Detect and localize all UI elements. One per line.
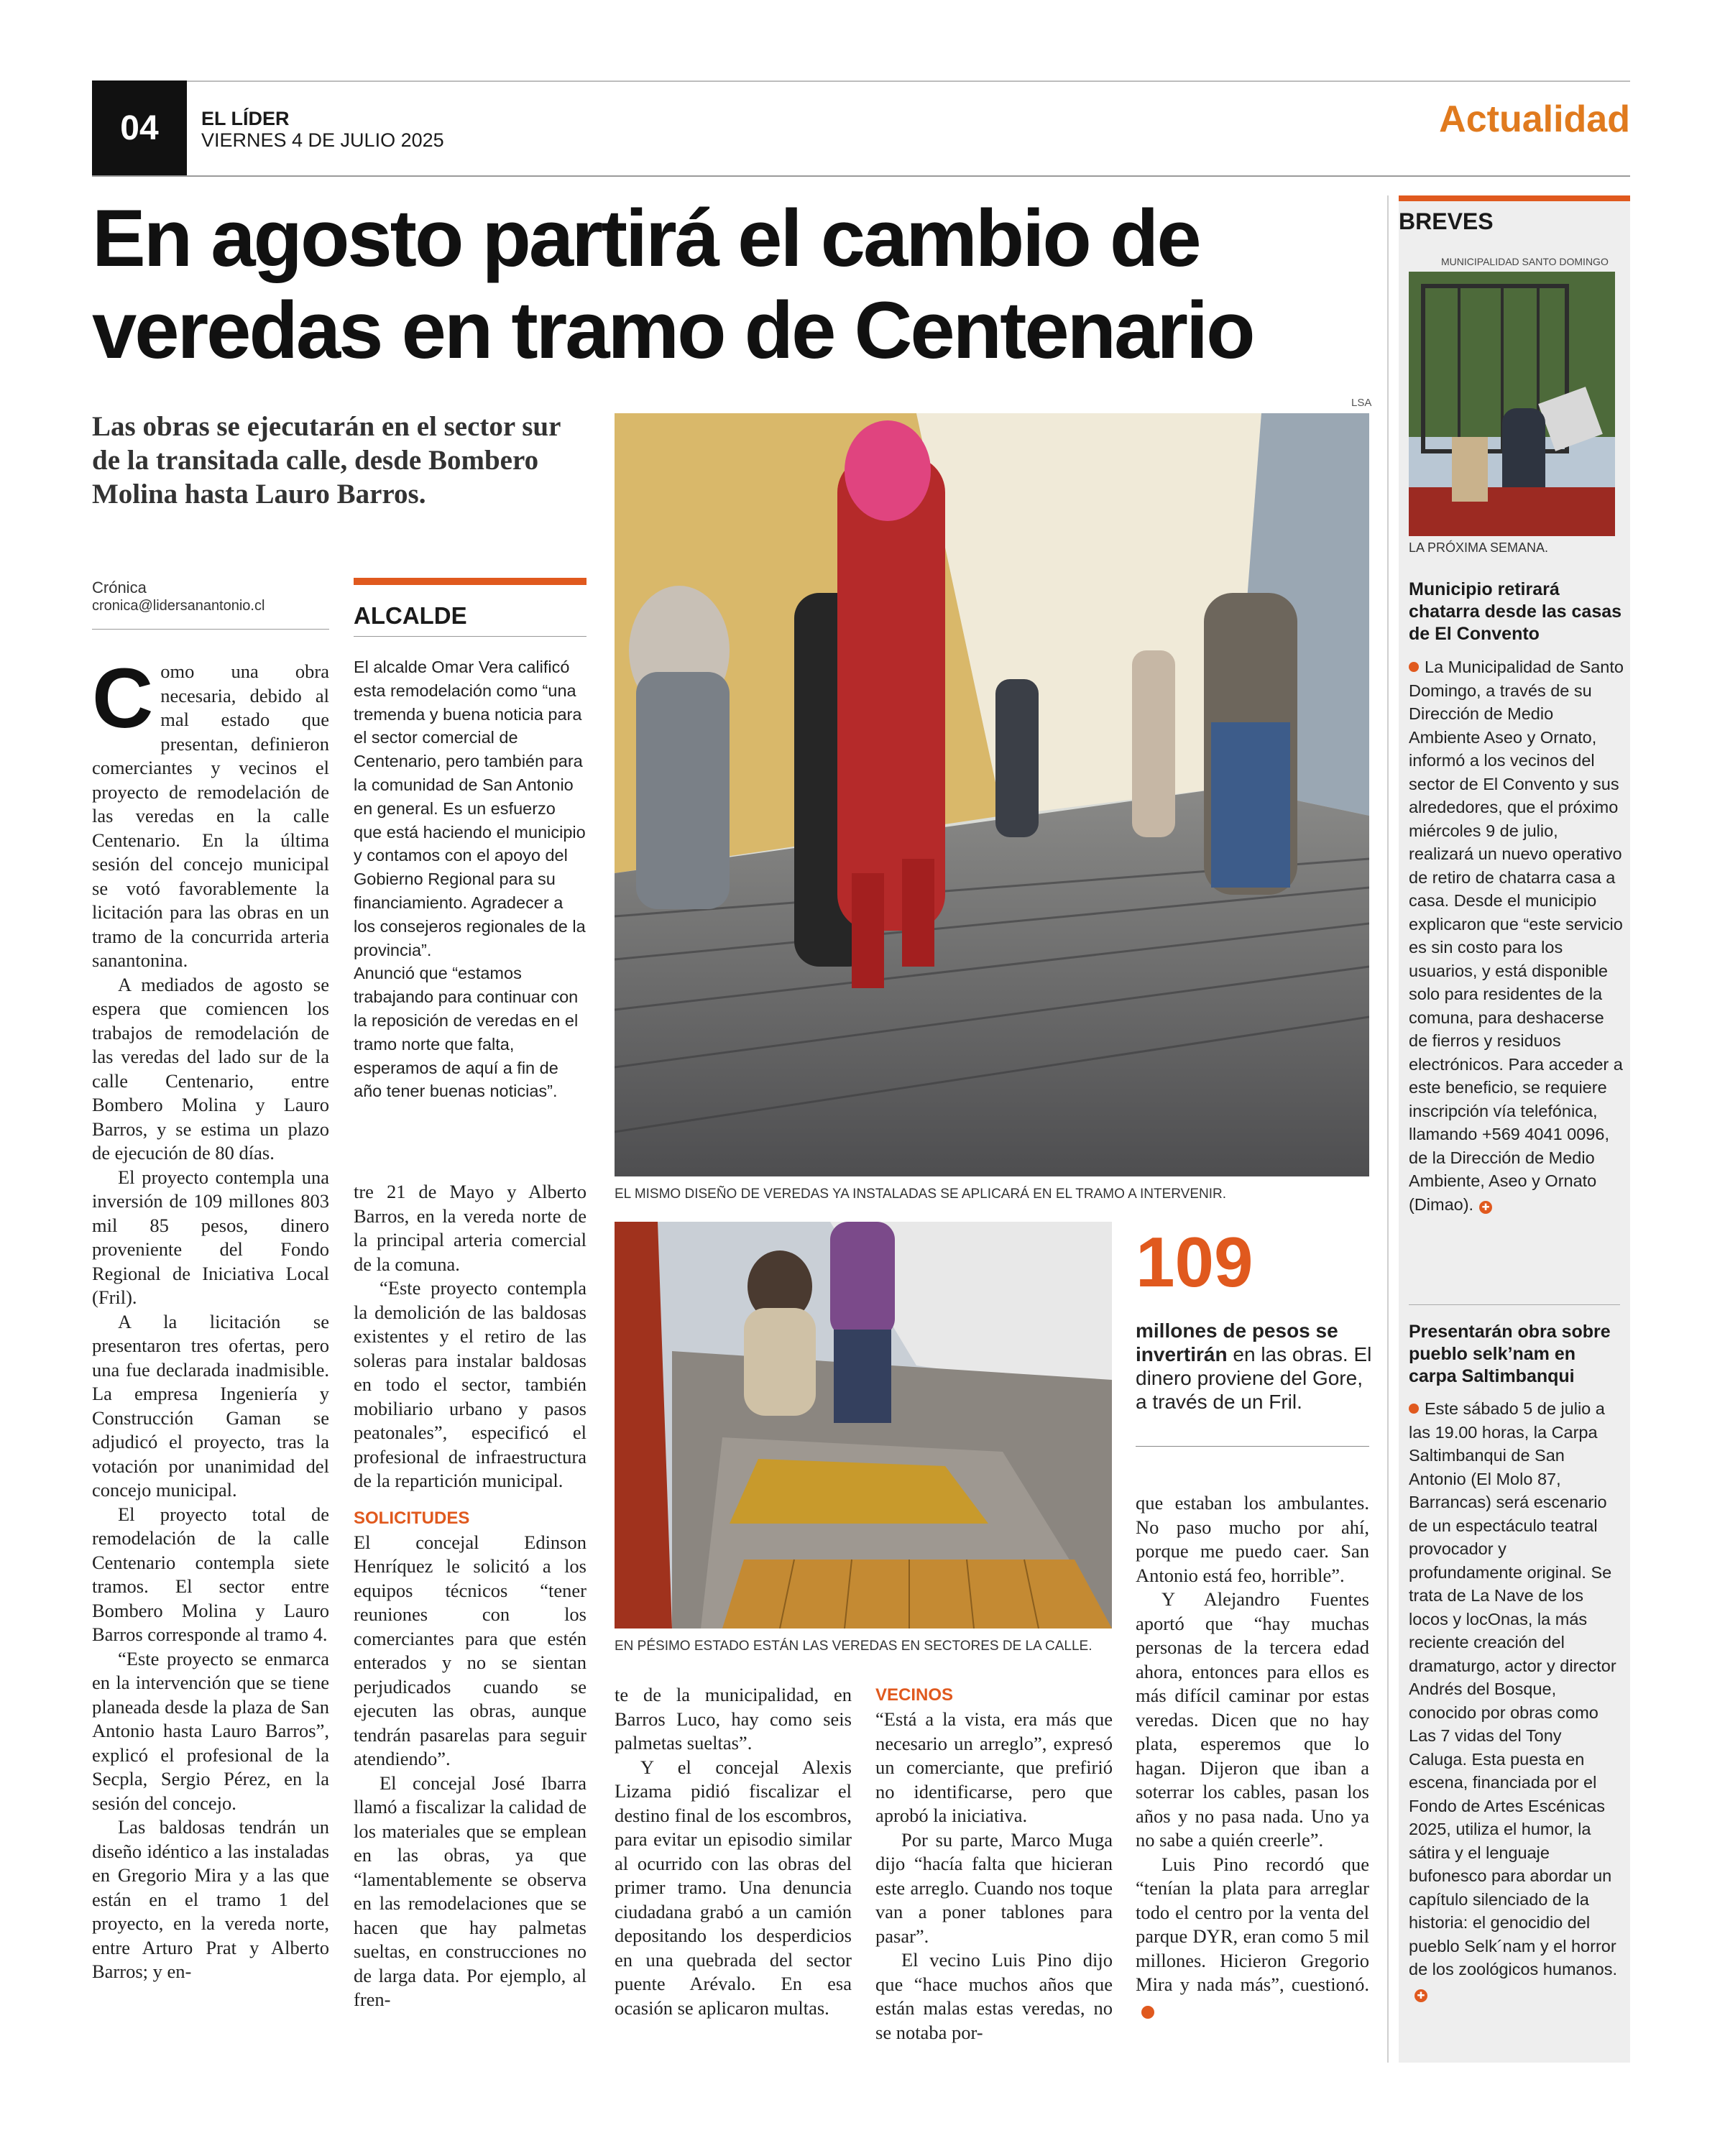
breves-rule — [1409, 1304, 1620, 1305]
newspaper-name: EL LÍDER — [201, 108, 290, 129]
header-rule — [92, 175, 1630, 177]
headline — [92, 193, 1386, 377]
section-name: Actualidad — [1439, 98, 1630, 140]
end-mark-icon: ✚ — [1141, 2006, 1154, 2019]
drop-cap: C — [92, 651, 154, 746]
sidebar-paragraph: El alcalde Omar Vera calificó esta remodelación como “una tremenda y buena noticia para el sector comercial de Centenario, pero también para la comunidad de San Antonio en general. Es un esfuerzo que está haciendo el municipio y contamos con el apoyo del Gobierno Regional para su financiamiento. Agradecer a los consejeros regionales de la provincia”. — [354, 658, 586, 959]
article-column-3 — [615, 1683, 852, 2020]
byline-email: cronica@lidersanantonio.cl — [92, 598, 265, 614]
bullet-dot-icon — [1409, 662, 1419, 672]
sidebar-alcalde — [354, 655, 586, 1103]
issue-date: VIERNES 4 DE JULIO 2025 — [201, 129, 444, 151]
headline-line-2: veredas en tramo de Centenario — [92, 285, 1254, 375]
article-paragraph: Las baldosas tendrán un diseño idéntico a las instaladas en Gregorio Mira y a las que están en el tramo 1 del proyecto, en la vereda norte, entre Arturo Prat y Alberto Barros; y en- — [92, 1816, 329, 1982]
breve-1-headline: Municipio retirará chatarra desde las casas de El Convento — [1409, 579, 1622, 644]
second-photo — [615, 1222, 1112, 1628]
end-mark-icon: ✚ — [1414, 1989, 1427, 2002]
article-paragraph: te de la municipalidad, en Barros Luco, hay como seis palmetas sueltas”. — [615, 1684, 852, 1754]
article-paragraph: El proyecto contempla una inversión de 109 millones 803 mil 85 pesos, dinero proveniente del Fondo Regional de Iniciativa Local (Fril). — [92, 1166, 329, 1308]
photo-credit: LSA — [1351, 397, 1372, 409]
article-paragraph: El vecino Luis Pino dijo que “hace muchos años que están malas estas veredas, no se notaba por- — [875, 1949, 1113, 2043]
article-paragraph: Por su parte, Marco Muga dijo “hacía falta que hicieran este arreglo. Cuando nos toque van a poner tablones para pasar”. — [875, 1828, 1113, 1947]
article-paragraph: “Este proyecto contempla la demolición de las baldosas existentes y el retiro de las soleras para instalar baldosas en todo el sector, también mobiliario urbano y pasos peatonales”, especificó el profesional de infraestructura de la repartición municipal. — [354, 1277, 586, 1491]
article-paragraph: tre 21 de Mayo y Alberto Barros, en la vereda norte de la principal arteria comercial de la comuna. — [354, 1181, 586, 1275]
breve-1-body: La Municipalidad de Santo Domingo, a través de su Dirección de Medio Ambiente Aseo y Ornato, informó a los vecinos del sector de El Convento y sus alrededores, que el próximo miércoles 9 de julio, realizará un nuevo operativo de retiro de chatarra casa a casa. Desde el municipio explicaron que “este servicio es sin costo para los usuarios, y está disponible solo para residentes de la comuna, para deshacerse de fierros y residuos electrónicos. Para acceder a este beneficio, se requiere inscripción vía telefónica, llamando +569 4041 0096, de la Dirección de Medio Ambiente, Aseo y Ornato (Dimao). ✚ — [1409, 658, 1624, 1214]
byline: Crónica — [92, 579, 147, 596]
breves-photo-credit: MUNICIPALIDAD SANTO DOMINGO — [1441, 256, 1609, 267]
end-mark-icon: ✚ — [1479, 1201, 1492, 1214]
breves-divider — [1387, 195, 1389, 2063]
byline-rule — [92, 629, 329, 630]
sidebar-title: ALCALDE — [354, 602, 467, 629]
article-column-2 — [354, 1180, 586, 2012]
breves-photo — [1409, 272, 1615, 536]
article-paragraph: “Este proyecto se enmarca en la intervención que se tiene planeada desde la plaza de San Antonio hasta Lauro Barros”, explicó el profesional de la Secpla, Sergio Pérez, en la sesión del concejo. — [92, 1647, 329, 1814]
article-paragraph: A la licitación se presentaron tres ofertas, pero una fue declarada inadmisible. La empresa Ingeniería y Construcción Gaman se adjudicó el proyecto, tras la votación por unanimidad del concejo municipal. — [92, 1310, 329, 1501]
bullet-dot-icon — [1409, 1404, 1419, 1414]
breve-2-body: Este sábado 5 de julio a las 19.00 horas, la Carpa Saltimbanqui de San Antonio (El Molo 87, Barrancas) será escenario de un espectáculo teatral provocador y profundamente original. Se trata de La Nave de los locos y locOnas, la más reciente creación del dramaturgo, actor y director Andrés del Bosque, conocido por obras como Las 7 vidas del Tony Caluga. Esta puesta en escena, financiada por el Fondo de Artes Escénicas 2025, utiliza el humor, la sátira y el lenguaje bufonesco para abordar un capítulo silenciado de la historia: el genocidio del pueblo Selk´nam y el horror de los zoológicos humanos.✚ — [1409, 1399, 1618, 2001]
article-paragraph: El proyecto total de remodelación de la calle Centenario contempla siete tramos. El sector entre Bombero Molina y Lauro Barros corresponde al tramo 4. — [92, 1503, 329, 1645]
article-paragraph: A mediados de agosto se espera que comiencen los trabajos de remodelación de las veredas del lado sur de la calle Centenario, entre Bombero Molina y Lauro Barros, y se estima un plazo de ejecución de 80 días. — [92, 973, 329, 1164]
breves-title: BREVES — [1399, 208, 1494, 234]
headline-line-1: En agosto partirá el cambio de — [92, 193, 1200, 283]
article-paragraph: El concejal Edinson Henríquez le solicitó a los equipos técnicos “tener reuniones con los comerciantes para que estén enterados y no se sientan perjudicados cuando se ejecuten las obras, aunque tendrán pasarelas para seguir atendiendo”. — [354, 1531, 586, 1769]
sidebar-paragraph: Anunció que “estamos trabajando para continuar con la reposición de veredas en el tramo norte que falta, esperamos de aquí a fin de año tener buenas noticias”. — [354, 964, 579, 1101]
sidebar-rule — [354, 636, 586, 637]
article-paragraph: Luis Pino recordó que “tenían la plata para arreglar todo el centro por la venta del parque DYR, eran como 5 mil millones. Hicieron Gregorio Mira y nada más”, cuestionó.✚ — [1136, 1853, 1369, 2017]
breves-photo-caption: LA PRÓXIMA SEMANA. — [1409, 540, 1549, 555]
article-paragraph: Como una obra necesaria, debido al mal estado que presentan, definieron comerciantes y vecinos el proyecto de remodelación de las veredas en la calle Centenario. En la última sesión del concejo municipal se votó favorablemente la licitación para las obras en un tramo de la concurrida arteria sanantonina. — [92, 651, 329, 971]
main-photo — [615, 413, 1369, 1176]
subhead-vecinos: VECINOS — [875, 1685, 954, 1705]
page-number: 04 — [92, 80, 187, 175]
article-deck: Las obras se ejecutarán en el sector sur de la transitada calle, desde Bombero Molina hasta Lauro Barros. — [92, 411, 561, 510]
breve-2-headline: Presentarán obra sobre pueblo selk’nam en carpa Saltimbanqui — [1409, 1322, 1611, 1386]
subhead-solicitudes: SOLICITUDES — [354, 1508, 470, 1528]
key-figure-rule — [1136, 1446, 1369, 1447]
article-paragraph: que estaban los ambulantes. No paso mucho por ahí, porque me puedo caer. San Antonio está feo, horrible”. — [1136, 1492, 1369, 1586]
top-rule — [92, 80, 1630, 82]
second-photo-caption: EN PÉSIMO ESTADO ESTÁN LAS VEREDAS EN SECTORES DE LA CALLE. — [615, 1639, 1092, 1654]
article-paragraph: El concejal José Ibarra llamó a fiscalizar la calidad de los materiales que se emplean en las obras, ya que “lamentablemente se observa en las remodelaciones que se hacen que hay palmetas sueltas, en construcciones no de larga data. Por ejemplo, al fren- — [354, 1772, 586, 2010]
sidebar-title-bar — [354, 578, 586, 585]
article-paragraph: Y el concejal Alexis Lizama pidió fiscalizar el destino final de los escombros, para evitar un episodio similar al ocurrido con las obras del primer tramo. Una denuncia ciudadana grabó a un camión depositando los desperdicios en una quebrada del sector puente Arévalo. En esa ocasión se aplicaron multas. — [615, 1756, 852, 2019]
article-paragraph: “Está a la vista, era más que necesario un arreglo”, expresó un comerciante, que prefirió no identificarse, pero que aprobó la iniciativa. — [875, 1708, 1113, 1826]
key-figure-text: millones de pesos se invertirán en las obras. El dinero proviene del Gore, a través de un Fril. — [1136, 1319, 1372, 1413]
article-paragraph: Y Alejandro Fuentes aportó que “hay muchas personas de la tercera edad ahora, entonces para ellos es más difícil caminar por estas veredas. Dicen que no hay plata, esperemos que lo hagan. Dijeron que iban a soterrar los cables, pasan los años y no pasa nada. Uno ya no sabe a quién creerle”. — [1136, 1588, 1369, 1851]
main-photo-caption: EL MISMO DISEÑO DE VEREDAS YA INSTALADAS SE APLICARÁ EN EL TRAMO A INTERVENIR. — [615, 1187, 1227, 1202]
key-figure: 109 — [1136, 1222, 1254, 1302]
article-column-4 — [875, 1683, 1113, 2045]
article-column-5 — [1136, 1491, 1369, 2021]
article-column-1 — [92, 651, 329, 1984]
